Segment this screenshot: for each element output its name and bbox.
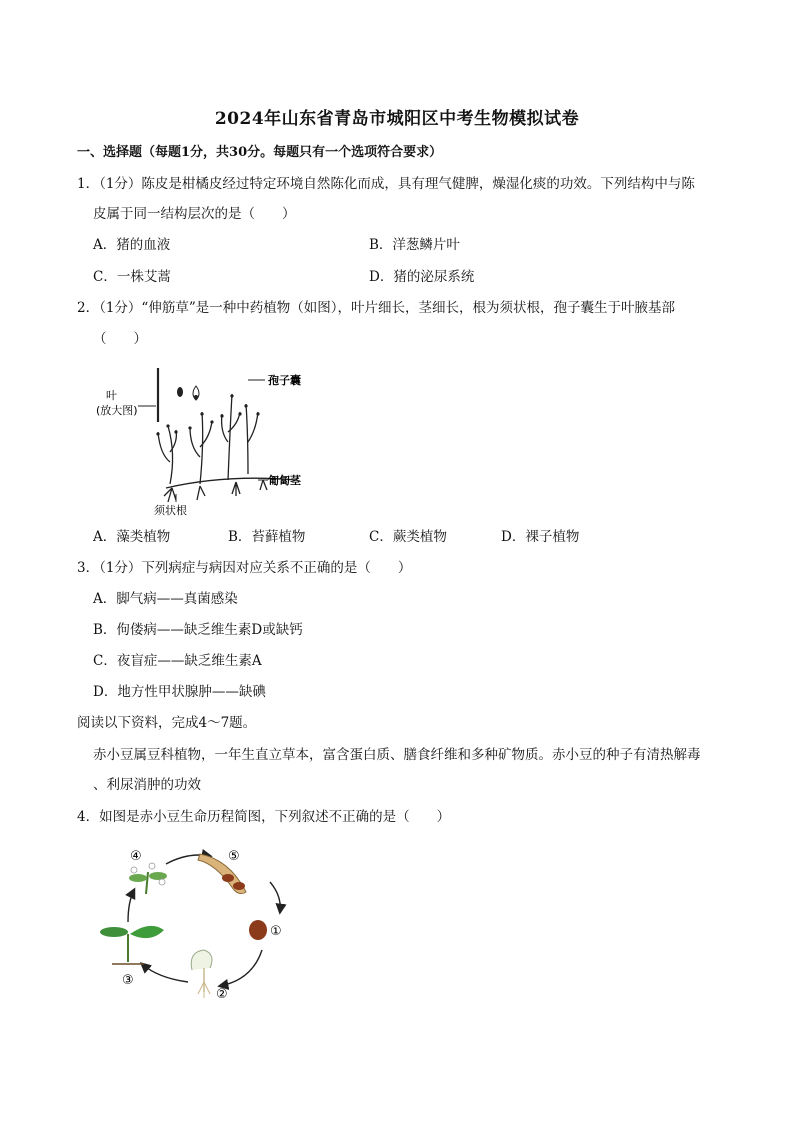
q2-stem-line1: 2．（1分）“伸筋草”是一种中药植物（如图），叶片细长，茎细长，根为须状根，孢子囊生于叶腋基部 xyxy=(77,300,675,316)
q1-stem-line2: 皮属于同一结构层次的是（ ） xyxy=(93,206,296,222)
label-stolon: 匍匐茎 xyxy=(268,474,301,487)
label-leaf-enlarged: (放大图) xyxy=(96,404,138,417)
q3-option-b: B．佝偻病——缺乏维生素D或缺钙 xyxy=(93,622,303,638)
stage-label-1: ① xyxy=(270,924,282,939)
q4-stem: 4．如图是赤小豆生命历程简图，下列叙述不正确的是（ ） xyxy=(77,809,451,825)
reading-intro: 阅读以下资料，完成4～7题。 xyxy=(77,715,257,731)
stage-flowering-plant xyxy=(129,863,167,894)
stage-label-3: ③ xyxy=(122,973,134,988)
section-heading: 一、选择题（每题1分，共30分。每题只有一个选项符合要求） xyxy=(77,145,443,160)
q2-option-d: D．裸子植物 xyxy=(501,529,580,545)
stage-seedling xyxy=(100,926,164,964)
q1-option-a: A．猪的血液 xyxy=(93,237,171,253)
q3-stem: 3．（1分）下列病症与病因对应关系不正确的是（ ） xyxy=(77,560,412,576)
q2-option-c: C．蕨类植物 xyxy=(369,529,447,545)
stage-label-2: ② xyxy=(216,987,228,1002)
q1-option-d: D．猪的泌尿系统 xyxy=(369,269,475,285)
clubmoss-figure xyxy=(88,362,328,520)
q3-option-d: D．地方性甲状腺肿——缺碘 xyxy=(93,684,266,700)
reading-line1: 赤小豆属豆科植物，一年生直立草本，富含蛋白质、膳食纤维和多种矿物质。赤小豆的种子有清热解毒 xyxy=(93,747,701,763)
stage-label-5: ⑤ xyxy=(228,849,240,864)
q2-option-a: A．藻类植物 xyxy=(93,529,171,545)
stage-label-4: ④ xyxy=(130,849,142,864)
stage-seed xyxy=(249,920,267,940)
exam-title: 2024年山东省青岛市城阳区中考生物模拟试卷 xyxy=(214,109,580,129)
q2-option-b: B．苔藓植物 xyxy=(228,529,306,545)
q1-option-c: C．一株艾蒿 xyxy=(93,269,171,285)
q3-option-c: C．夜盲症——缺乏维生素A xyxy=(93,653,262,669)
q1-option-b: B．洋葱鳞片叶 xyxy=(369,237,460,253)
stage-germinating-seed xyxy=(191,950,212,998)
label-leaf: 叶 xyxy=(106,389,117,402)
q3-option-a: A．脚气病——真菌感染 xyxy=(93,591,238,607)
q2-stem-line2: （ ） xyxy=(93,331,147,347)
q1-stem-line1: 1．（1分）陈皮是柑橘皮经过特定环境自然陈化而成，具有理气健脾，燥湿化痰的功效。下列结构中与陈 xyxy=(77,176,695,192)
adzuki-life-cycle-figure xyxy=(92,842,302,1012)
reading-line2: 、利尿消肿的功效 xyxy=(93,777,201,793)
label-sporangium: 孢子囊 xyxy=(268,374,301,387)
label-root: 须状根 xyxy=(154,504,187,517)
